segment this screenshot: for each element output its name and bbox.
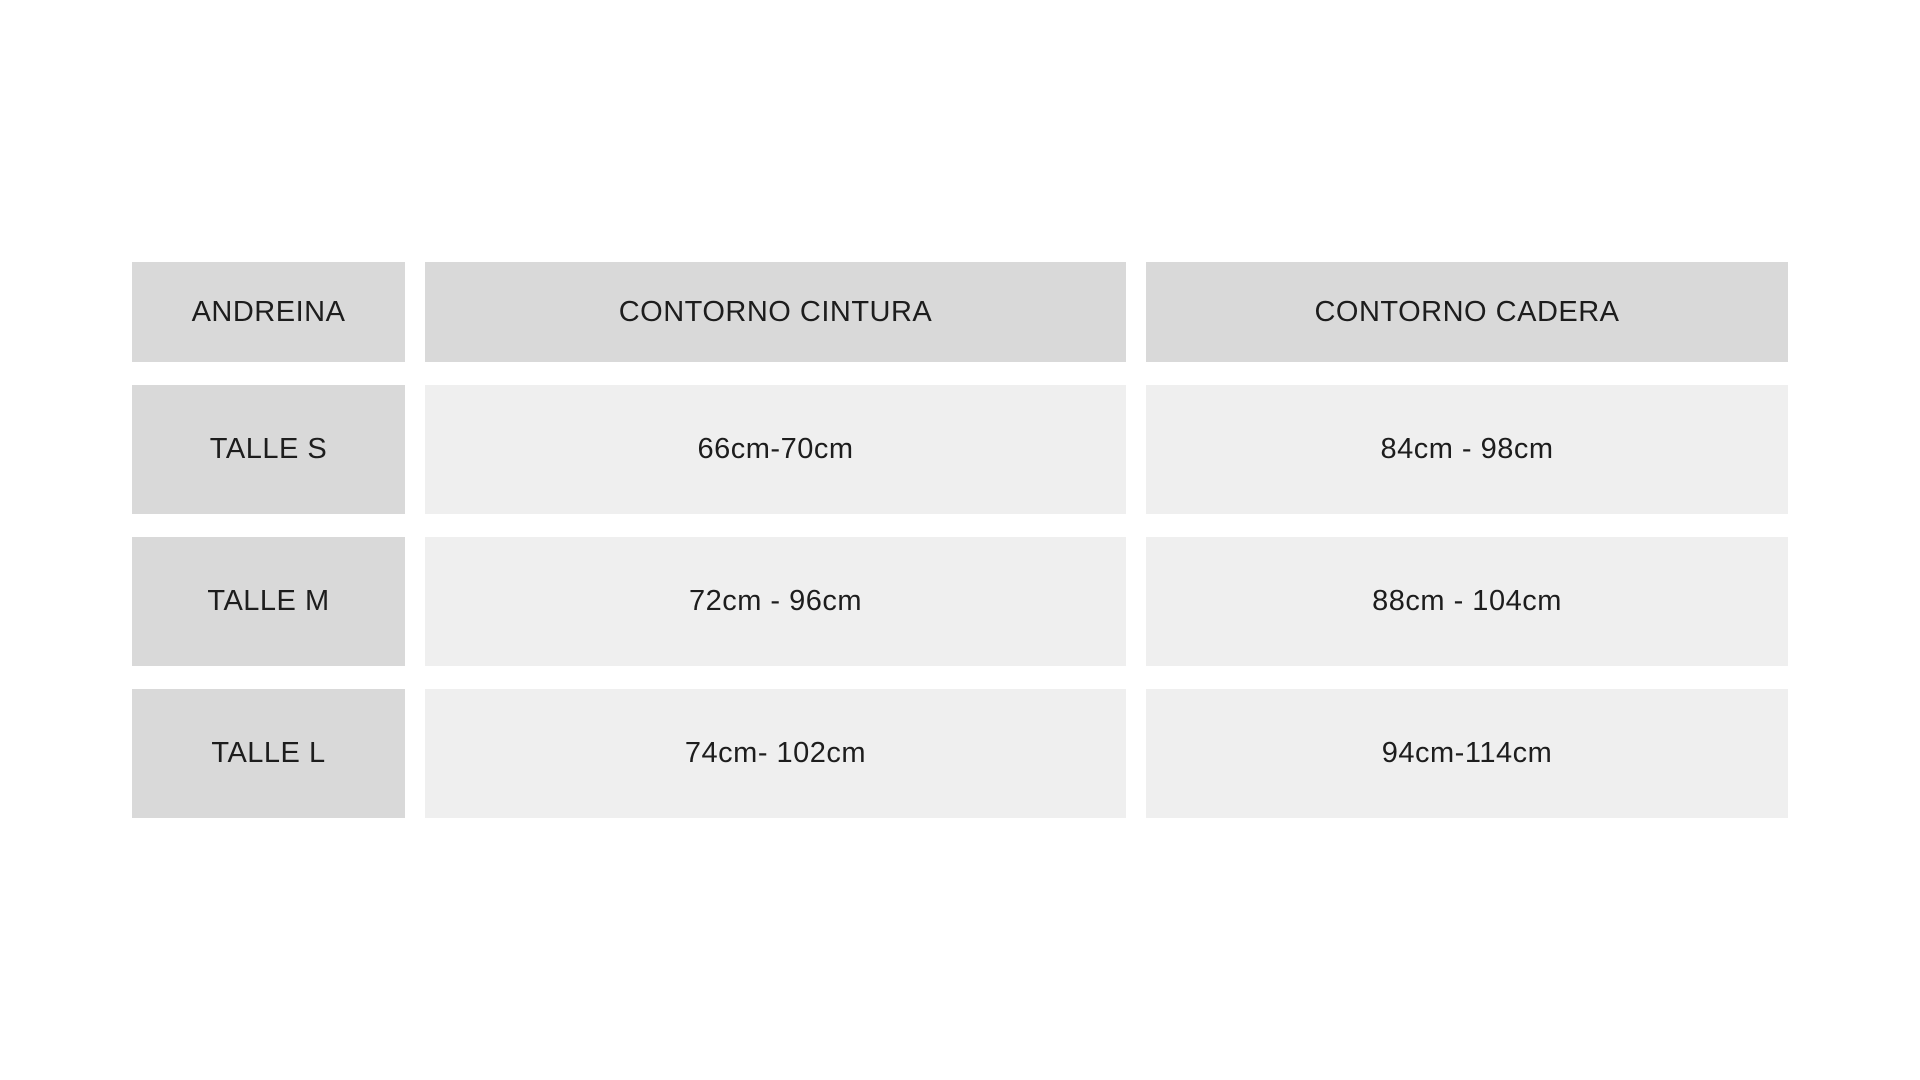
row-m-waist-value: 72cm - 96cm (425, 537, 1126, 666)
header-cell-waist: CONTORNO CINTURA (425, 262, 1126, 362)
header-cell-brand: ANDREINA (132, 262, 405, 362)
row-l-hip-value: 94cm-114cm (1146, 689, 1788, 818)
row-l-waist-value: 74cm- 102cm (425, 689, 1126, 818)
row-s-hip-value: 84cm - 98cm (1146, 385, 1788, 514)
size-chart-table (132, 262, 1788, 818)
header-cell-hip: CONTORNO CADERA (1146, 262, 1788, 362)
row-m-hip-value: 88cm - 104cm (1146, 537, 1788, 666)
row-l-size-label: TALLE L (132, 689, 405, 818)
row-s-size-label: TALLE S (132, 385, 405, 514)
row-m-size-label: TALLE M (132, 537, 405, 666)
row-s-waist-value: 66cm-70cm (425, 385, 1126, 514)
